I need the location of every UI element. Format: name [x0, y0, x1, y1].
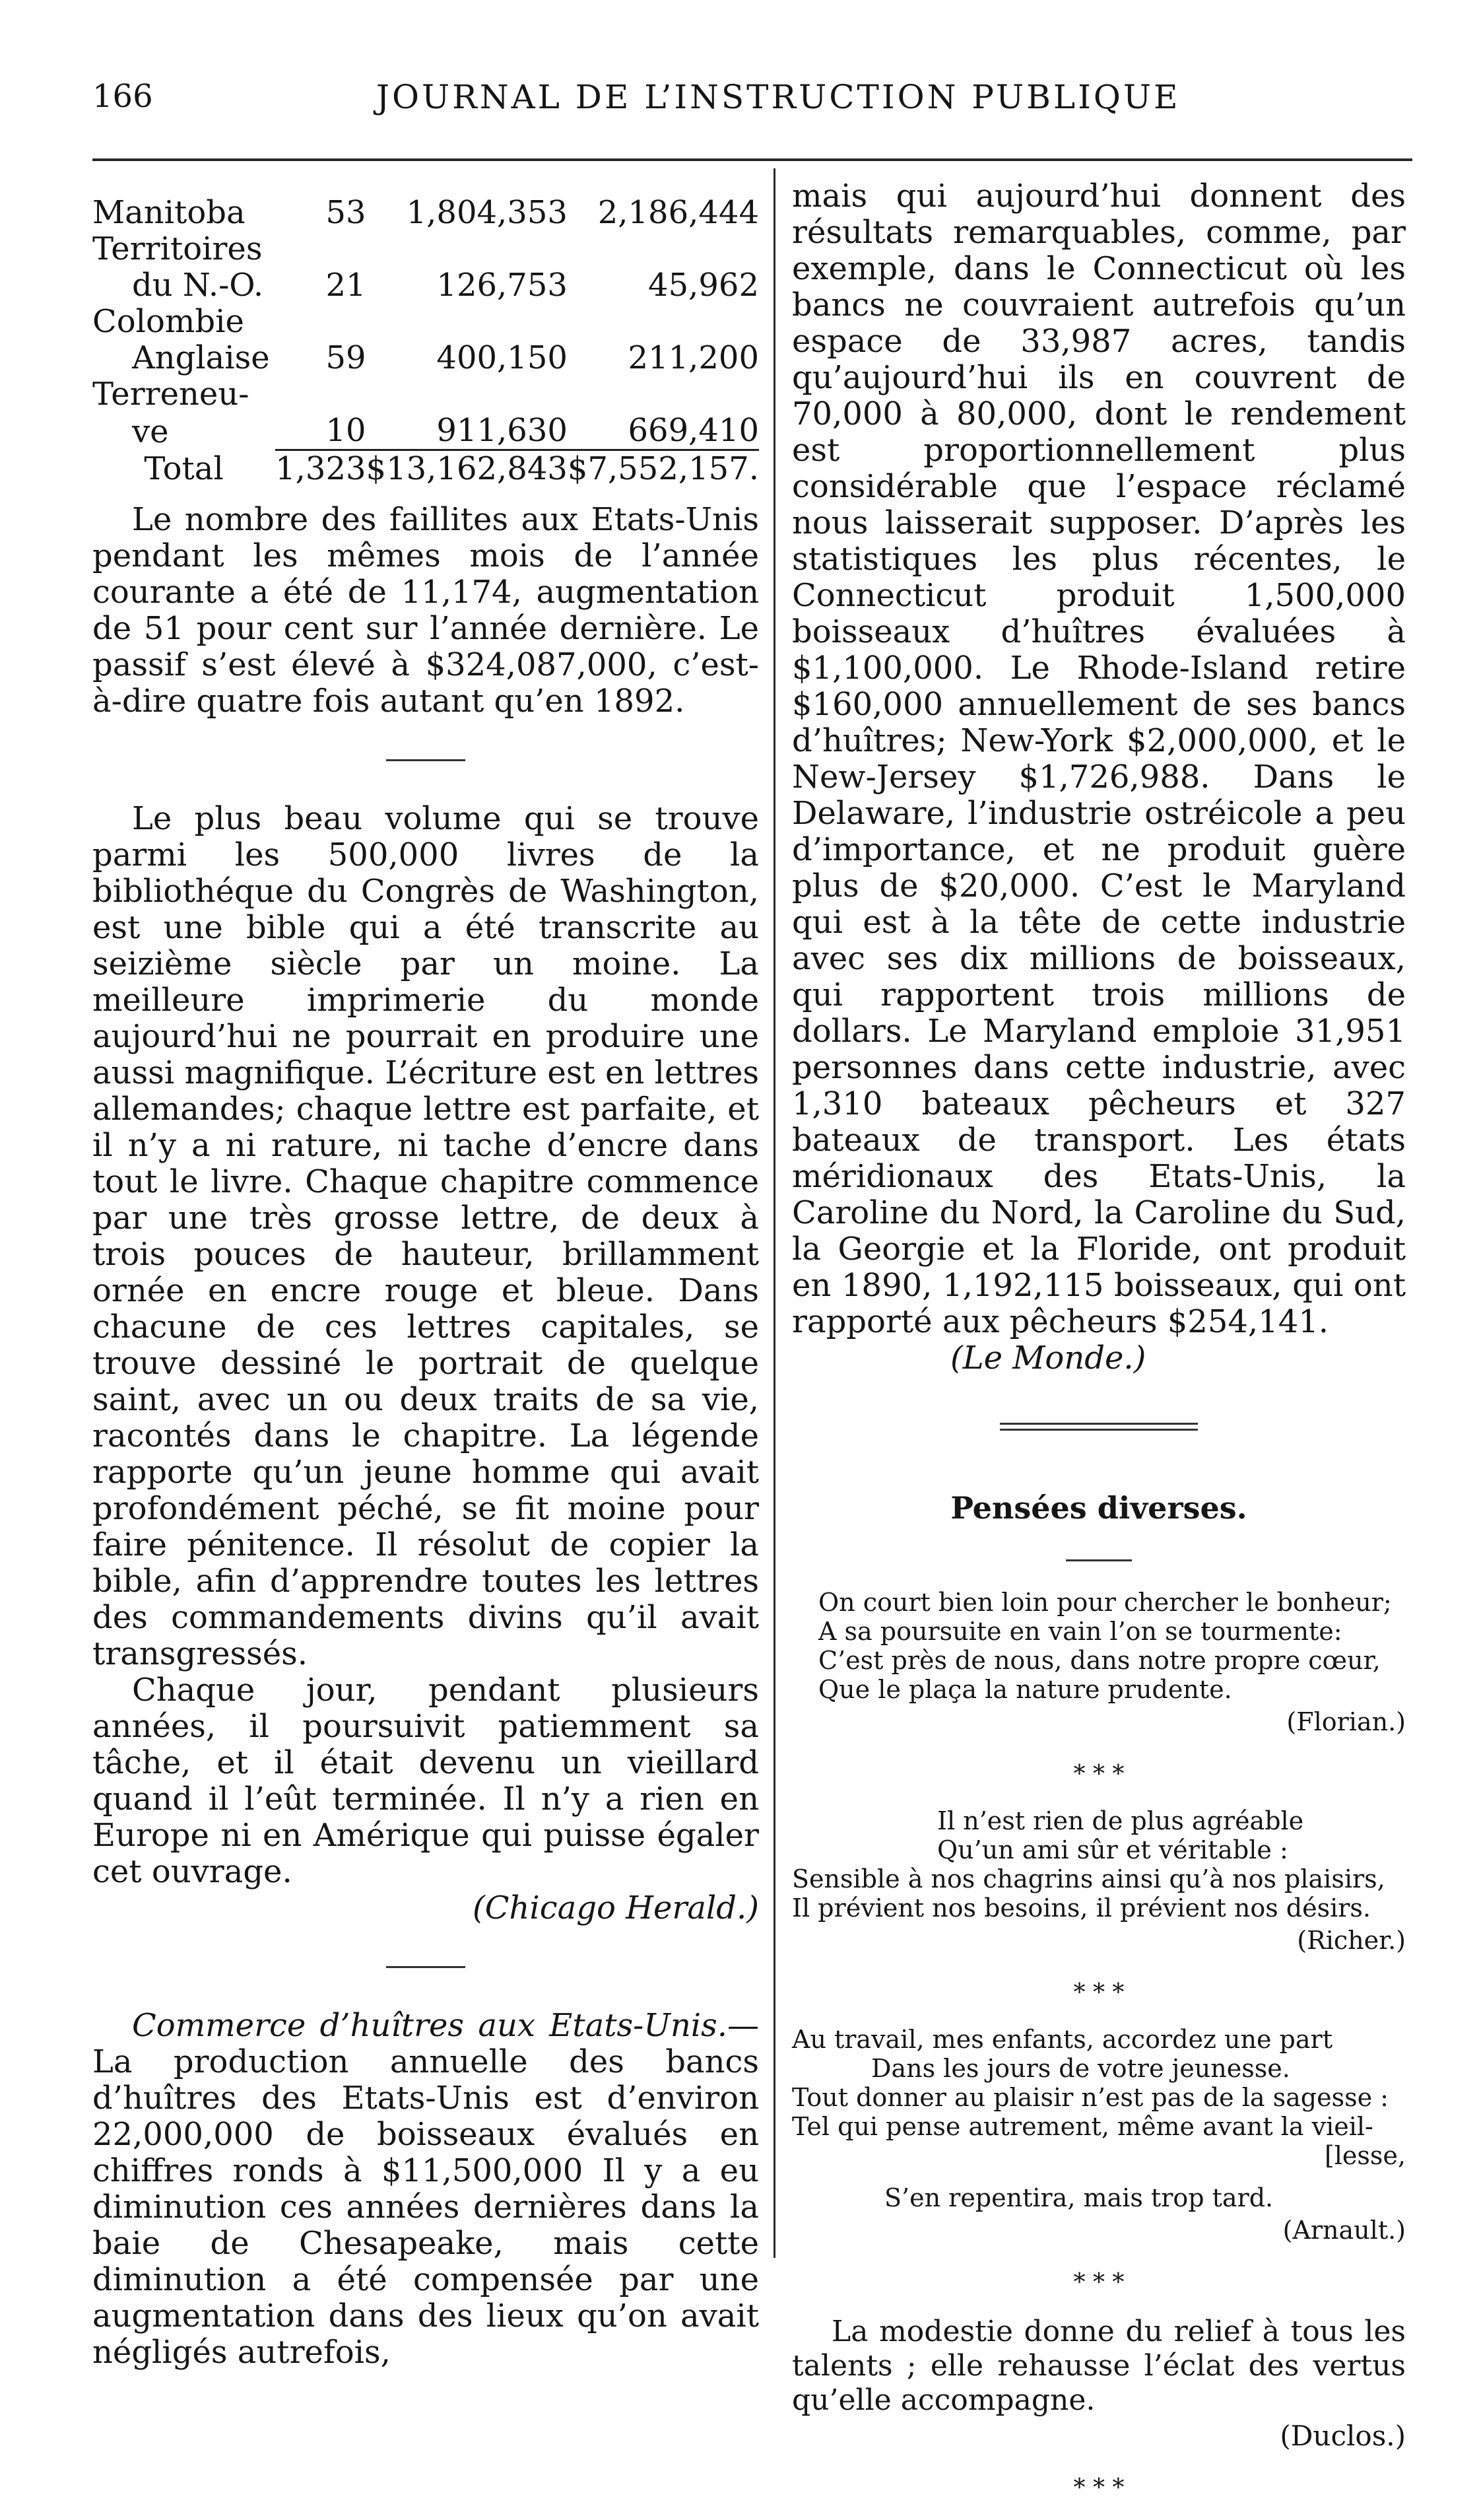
poem-line: Il prévient nos besoins, il prévient nos désirs.: [792, 1893, 1371, 1923]
poem-author: (Arnault.): [1282, 2216, 1406, 2245]
section-separator: [386, 1966, 465, 1968]
asterism: * * *: [1073, 2269, 1125, 2296]
count-cell: 59: [325, 339, 366, 376]
liabilities-cell: [366, 376, 568, 413]
poem-line: Dans les jours de votre jeunesse.: [871, 2054, 1290, 2083]
poem-line: Tel qui pense autrement, même avant la vieil-: [792, 2112, 1373, 2141]
poem-arnault: [792, 2025, 1406, 2212]
poem-line: [lesse,: [1324, 2141, 1406, 2170]
assets-cell: 45,962: [648, 267, 759, 304]
right-column: [792, 178, 1406, 2520]
total-count: 1,323: [275, 450, 366, 487]
count-cell: [275, 304, 366, 340]
total-label: Total: [144, 450, 224, 487]
failures-table: [92, 195, 759, 487]
asterism: * * *: [1073, 2474, 1125, 2502]
province-label: Manitoba: [92, 194, 246, 231]
section-title: Pensées diverses.: [950, 1490, 1247, 1526]
failures-paragraph: Le nombre des faillites aux Etats-Unis pendant les mêmes mois de l’année courante a été de 11,174, augmentation de 51 pour cent sur l’année dernière. Le passif s’est élevé à $324,087,000, c’est-à-dire quatre fois autant qu’en 1892.: [92, 501, 759, 720]
running-title: JOURNAL DE L’INSTRUCTION PUBLIQUE: [376, 78, 1181, 116]
maxim-author: (Duclos.): [1280, 2420, 1406, 2452]
count-cell: [275, 376, 366, 413]
table-row: [92, 340, 759, 376]
count-cell: 21: [325, 267, 366, 304]
assets-cell: [568, 376, 759, 413]
poem-line: Sensible à nos chagrins ainsi qu’à nos plaisirs,: [792, 1864, 1385, 1893]
table-row: [92, 267, 759, 304]
table-row: [92, 231, 759, 267]
section-separator: [386, 759, 465, 761]
liabilities-cell: 1,804,353: [406, 194, 568, 231]
poem-richer: [792, 1806, 1406, 1923]
assets-cell: 669,410: [628, 412, 759, 449]
bible-citation: (Chicago Herald.): [473, 1890, 759, 1926]
poem-line: C’est près de nous, dans notre propre cœur,: [818, 1646, 1381, 1675]
page-header: [92, 58, 1406, 118]
poem-line: Tout donner au plaisir n’est pas de la sagesse :: [792, 2083, 1389, 2112]
province-label: Colombie: [92, 303, 244, 340]
assets-cell: [568, 304, 759, 340]
maxim: La modestie donne du relief à tous les talents ; elle rehausse l’éclat des vertus qu’elle accompagne.: [792, 2315, 1406, 2417]
oyster-paragraph-continued: mais qui aujourd’hui donnent des résultats remarquables, comme, par exemple, dans le Connecticut où les bancs ne couvraient autrefois qu’un espace de 33,987 acres, tandis qu’aujourd’hui ils en couvrent de 70,000 à 80,000, dont le rendement est proportionnellement plus considérable que l’espace réclamé nous laisserait supposer. D’après les statistiques les plus récentes, le Connecticut produit 1,500,000 boisseaux d’huîtres évaluées à $1,100,000. Le Rhode-Island retire $160,000 annuellement de ses bancs d’huîtres; New-York $2,000,000, et le New-Jersey $1,726,988. Dans le Delaware, l’industrie ostréicole a peu d’importance, et ne produit guère plus de $20,000. C’est le Maryland qui est à la tête de cette industrie avec ses dix millions de boisseaux, qui rapportent trois millions de dollars. Le Maryland emploie 31,951 personnes dans cette industrie, avec 1,310 bateaux pêcheurs et 327 bateaux de transport. Les états méridionaux des Etats-Unis, la Caroline du Nord, la Caroline du Sud, la Georgie et la Floride, ont produit en 1890, 1,192,115 boisseaux, qui ont rapporté aux pêcheurs $254,141.: [792, 178, 1406, 1340]
province-label: Anglaise: [132, 339, 270, 376]
poem-florian: [818, 1588, 1406, 1704]
assets-cell: 211,200: [628, 339, 759, 376]
poem-line: On court bien loin pour chercher le bonheur;: [818, 1588, 1392, 1617]
poem-line: Il n’est rien de plus agréable: [937, 1806, 1304, 1835]
oyster-paragraph: La production annuelle des bancs d’huîtres des Etats-Unis est d’environ 22,000,000 de boisseaux évalués en chiffres ronds à $11,500,000 Il y a eu diminution ces années dernières dans la baie de Chesapeake, mais cette diminution a été compensée par une augmentation dans des lieux qu’on avait négligés autrefois,: [92, 2043, 759, 2371]
liabilities-cell: [366, 231, 568, 267]
asterism: * * *: [1073, 1979, 1125, 2006]
assets-cell: [568, 231, 759, 267]
total-assets: $7,552,157.: [567, 450, 759, 487]
asterism: * * *: [1073, 1761, 1125, 1788]
liabilities-cell: 400,150: [436, 339, 568, 376]
count-cell: 10: [325, 412, 366, 449]
left-column: [92, 195, 759, 2371]
table-row: [92, 304, 759, 340]
oyster-citation: (Le Monde.): [950, 1340, 1146, 1377]
table-row: [92, 376, 759, 413]
column-divider: [773, 168, 775, 2258]
total-liabilities: $13,162,843: [366, 450, 568, 487]
count-cell: 53: [325, 194, 366, 231]
table-row: [92, 195, 759, 231]
province-label: Territoires: [92, 230, 263, 267]
assets-cell: 2,186,444: [597, 194, 759, 231]
liabilities-cell: 911,630: [436, 412, 568, 449]
province-label: du N.-O.: [132, 267, 264, 304]
total-row: [92, 450, 759, 488]
poem-author: (Richer.): [1297, 1926, 1406, 1955]
liabilities-cell: [366, 304, 568, 340]
page-number: 166: [92, 78, 153, 115]
poem-author: (Florian.): [1286, 1707, 1406, 1736]
bible-paragraph-continued: Chaque jour, pendant plusieurs années, il poursuivit patiemment sa tâche, et il était devenu un vieillard quand il l’eût terminée. Il n’y a rien en Europe ni en Amérique qui puisse égaler cet ouvrage.: [92, 1672, 759, 1890]
double-rule-separator: [1000, 1423, 1198, 1431]
header-rule: [92, 158, 1412, 161]
province-label: ve: [132, 413, 169, 450]
table-row: [92, 413, 759, 450]
poem-line: Que le plaça la nature prudente.: [818, 1675, 1232, 1704]
poem-line: Au travail, mes enfants, accordez une part: [792, 2025, 1333, 2054]
liabilities-cell: 126,753: [436, 267, 568, 304]
bible-paragraph: Le plus beau volume qui se trouve parmi les 500,000 livres de la bibliothéque du Congrès de Washington, est une bible qui a été transcrite au seizième siècle par un moine. La meilleure imprimerie du monde aujourd’hui ne pourrait en produire une aussi magnifique. L’écriture est en lettres allemandes; chaque lettre est parfaite, et il n’y a ni rature, ni tache d’encre dans tout le livre. Chaque chapitre commence par une très grosse lettre, de deux à trois pouces de hauteur, brillamment ornée en encre rouge et bleue. Dans chacune de ces lettres capitales, se trouve dessiné le portrait de quelque saint, avec un ou deux traits de sa vie, racontés dans le chapitre. La légende rapporte qu’un jeune homme qui avait profondément péché, se fit moine pour faire pénitence. Il résolut de copier la bible, afin d’apprendre toutes les lettres des commandements divins qu’il avait transgressés.: [92, 800, 759, 1672]
poem-line: Qu’un ami sûr et véritable :: [937, 1835, 1288, 1864]
poem-line: S’en repentira, mais trop tard.: [884, 2183, 1274, 2212]
count-cell: [275, 231, 366, 267]
province-label: Terreneu-: [92, 376, 249, 413]
oyster-heading: Commerce d’huîtres aux Etats-Unis.—: [132, 2007, 759, 2044]
poem-line: A sa poursuite en vain l’on se tourmente:: [818, 1617, 1342, 1646]
section-separator: [1066, 1559, 1132, 1561]
